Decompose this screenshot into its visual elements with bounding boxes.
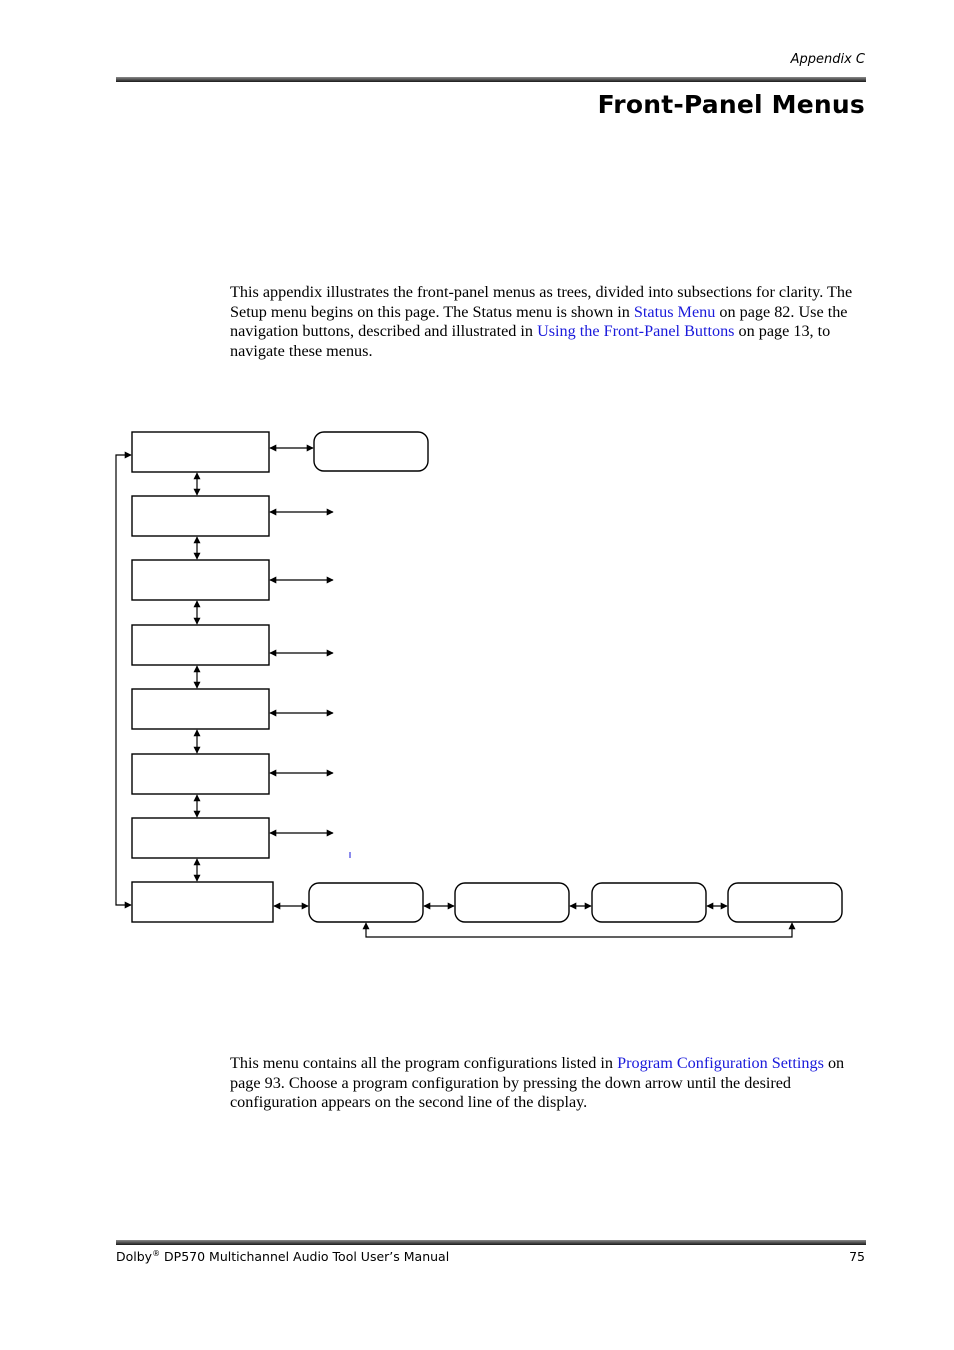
menu-box-2 [132,496,269,536]
option-box-1 [309,883,423,922]
menu-box-4 [132,625,269,665]
config-text-2: on page 93. Choose a program configuration by pressing the down arrow until the desired configuration appears on the second line of the display. [230,1054,845,1111]
option-box-4 [728,883,842,922]
option-box-3 [592,883,706,922]
page-title: Front-Panel Menus [597,90,865,119]
program-config-settings-link[interactable]: Program Configuration Settings [617,1054,824,1072]
intro-text-1: This appendix illustrates the front-panel menus as trees, divided into subsections for clarity. The Setup menu begins on this page. The Status menu is shown in [230,283,853,321]
page-number: 75 [849,1249,865,1264]
option-box-top [314,432,428,471]
footer-title [116,1249,449,1264]
intro-text-2: on page 82. Use the navigation buttons, described and illustrated in [230,302,848,340]
status-menu-link[interactable]: Status Menu [633,302,716,321]
footer-product-title: DP570 Multichannel Audio Tool User’s Manual [160,1249,450,1265]
loop-connector-bottom [366,923,792,937]
menu-box-7 [132,818,269,858]
registered-mark: ® [152,1249,161,1258]
loop-connector-left [116,455,131,905]
menu-box-8 [132,882,273,922]
footer-brand: Dolby [116,1249,153,1265]
menu-box-3 [132,560,269,600]
intro-text-3: on page 13, to navigate these menus. [230,322,831,360]
menu-box-6 [132,754,269,794]
front-panel-buttons-link[interactable]: Using the Front-Panel Buttons [537,322,735,340]
config-paragraph [230,1054,870,1113]
menu-box-1 [132,432,269,472]
menu-box-5 [132,689,269,729]
footer-rule [116,1240,866,1245]
appendix-label: Appendix C [790,52,865,67]
option-box-2 [455,883,569,922]
config-text-1: This menu contains all the program configurations listed in [230,1054,618,1072]
